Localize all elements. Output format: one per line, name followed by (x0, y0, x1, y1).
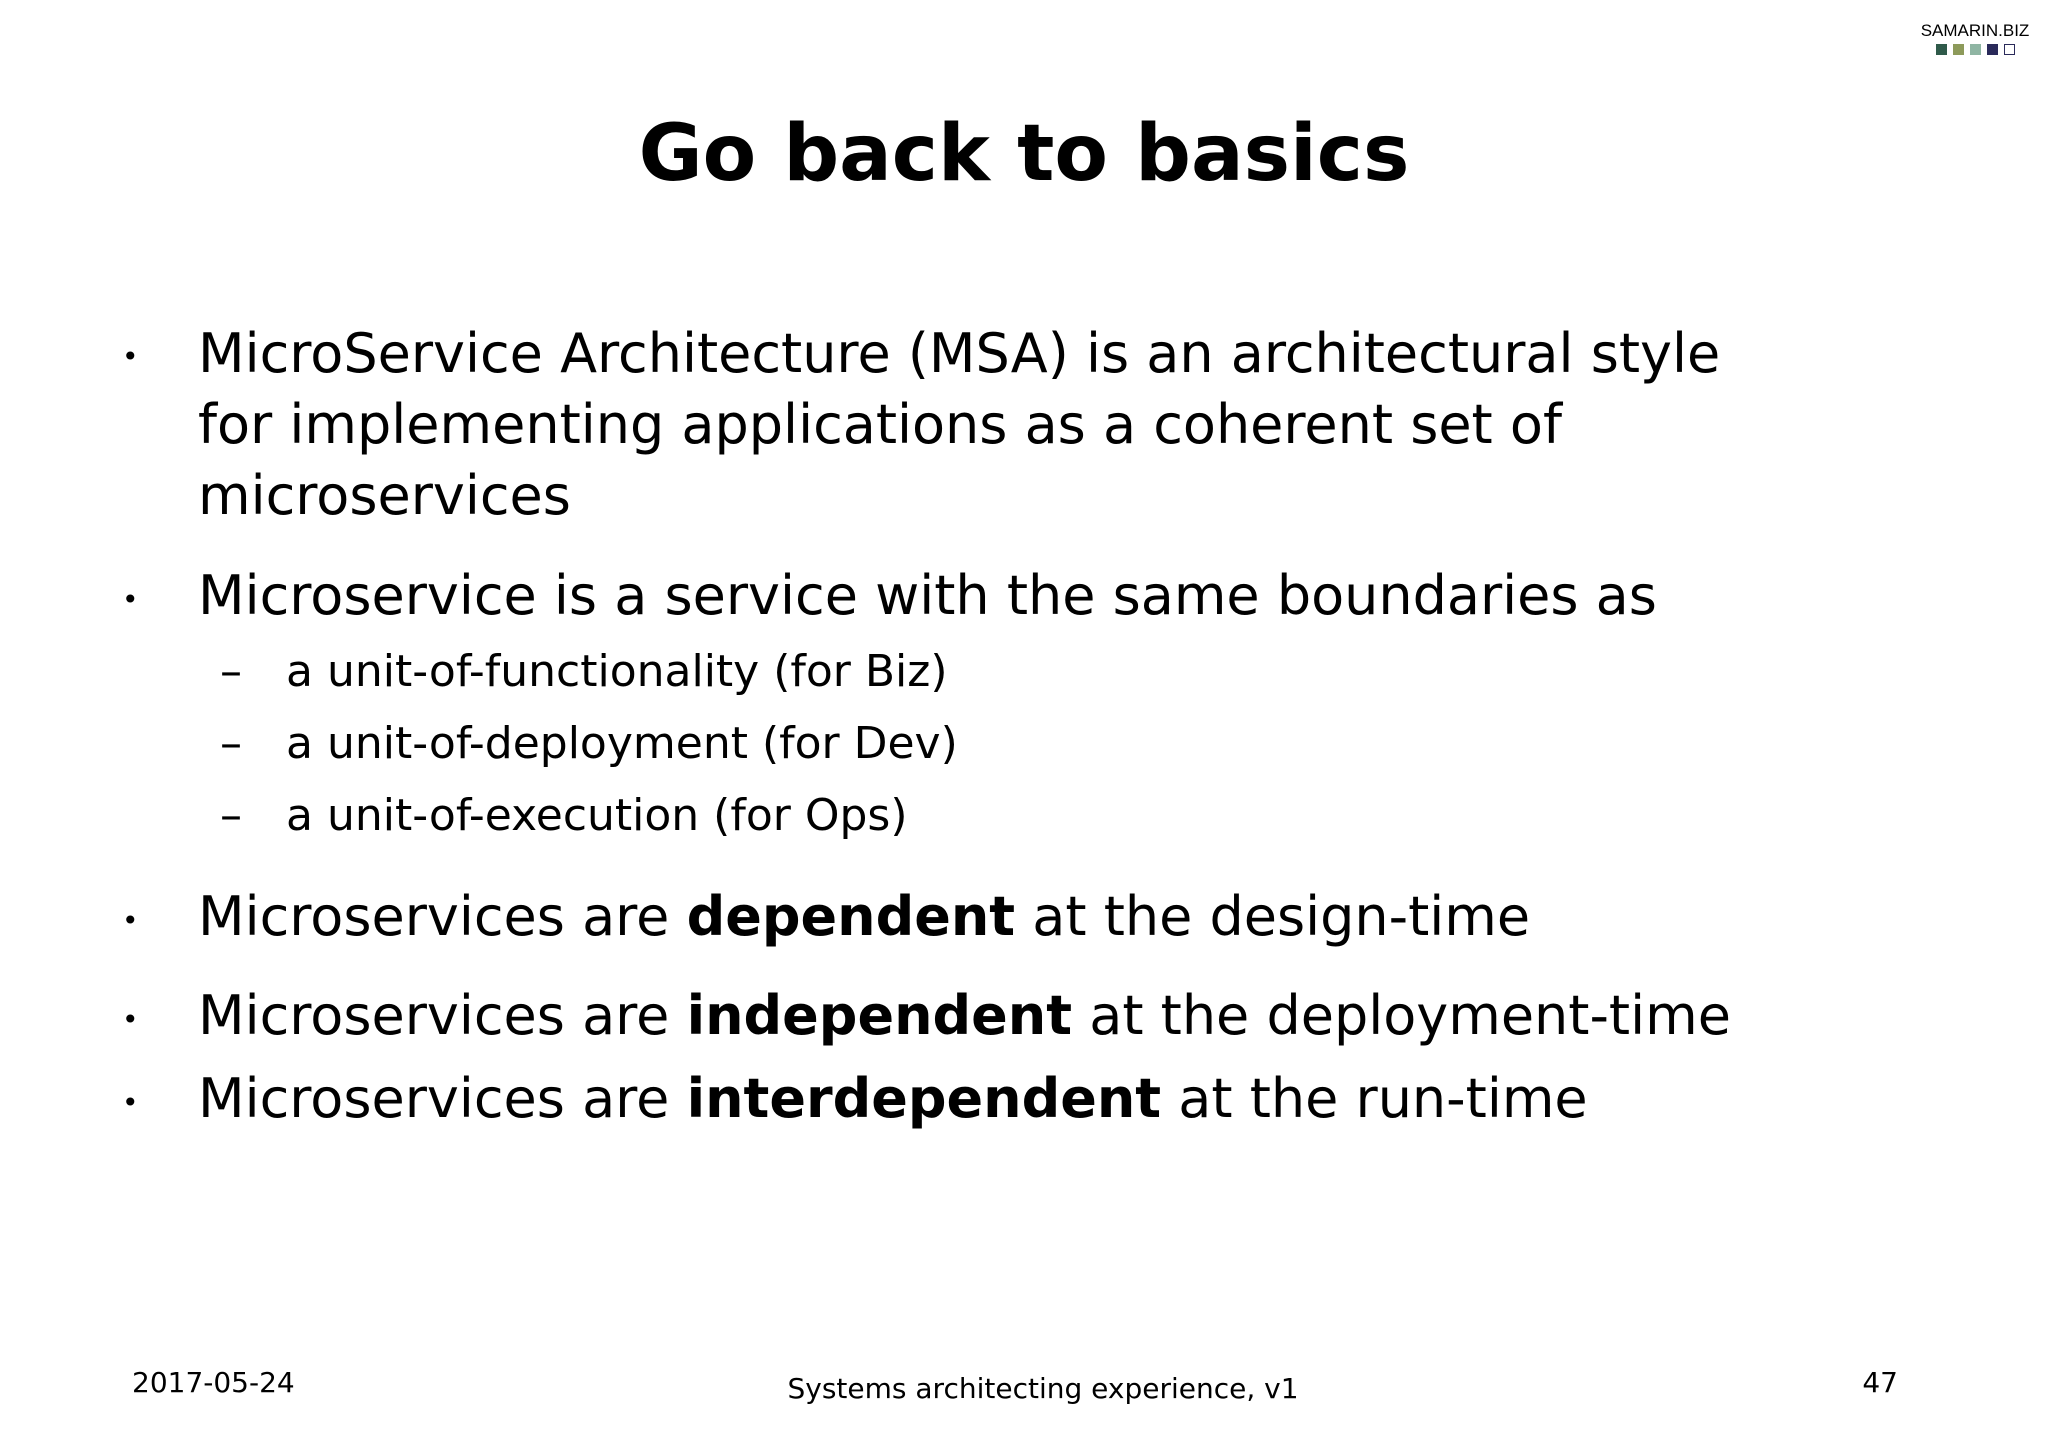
logo-text: SAMARIN.BIZ (1920, 21, 2030, 40)
bullet-4-suffix: at the deployment-time (1072, 984, 1731, 1047)
bullet-symbol: • (122, 1003, 139, 1036)
bullet-4-bold: independent (686, 984, 1073, 1047)
footer-title: Systems architecting experience, v1 (787, 1372, 1299, 1405)
bullet-5-bold: interdependent (686, 1067, 1162, 1130)
dash-symbol: – (220, 718, 242, 769)
logo-square-1 (1936, 44, 1947, 55)
bullet-1-line-1: MicroService Architecture (MSA) is an architectural style (198, 322, 1721, 385)
bullet-symbol: • (122, 340, 139, 373)
bullet-1-line-3: microservices (198, 464, 571, 527)
dash-symbol: – (220, 790, 242, 841)
bullet-5 (198, 1064, 1588, 1134)
subitem-deployment: a unit-of-deployment (for Dev) (286, 718, 958, 769)
bullet-3-suffix: at the design-time (1015, 885, 1531, 948)
bullet-4-prefix: Microservices are (198, 984, 687, 1047)
subitem-execution: a unit-of-execution (for Ops) (286, 790, 908, 841)
logo-square-3 (1970, 44, 1981, 55)
bullet-3-prefix: Microservices are (198, 885, 687, 948)
logo-square-5 (2004, 44, 2015, 55)
bullet-2-line-1: Microservice is a service with the same boundaries as (198, 564, 1657, 627)
slide-title: Go back to basics (638, 109, 1410, 199)
bullet-3 (198, 882, 1530, 952)
footer-date: 2017-05-24 (132, 1366, 295, 1399)
logo-square-2 (1953, 44, 1964, 55)
dash-symbol: – (220, 646, 242, 697)
logo-square-4 (1987, 44, 1998, 55)
bullet-symbol: • (122, 1086, 139, 1119)
bullet-1-line-2: for implementing applications as a coherent set of (198, 393, 1562, 456)
bullet-symbol: • (122, 904, 139, 937)
bullet-4 (198, 981, 1731, 1051)
bullet-5-prefix: Microservices are (198, 1067, 687, 1130)
bullet-symbol: • (122, 583, 139, 616)
bullet-3-bold: dependent (686, 885, 1016, 948)
bullet-5-suffix: at the run-time (1161, 1067, 1588, 1130)
samarin-logo (1916, 22, 2034, 55)
page-number: 47 (1862, 1366, 1898, 1399)
subitem-functionality: a unit-of-functionality (for Biz) (286, 646, 948, 697)
logo-squares (1916, 44, 2034, 55)
